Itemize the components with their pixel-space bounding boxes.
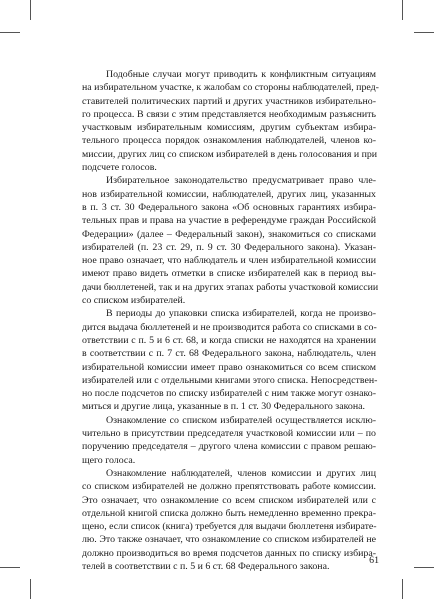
text-line: миссии, других лиц со списком избирателей в день голосования и при bbox=[82, 148, 378, 160]
text-line: Федерации» (далее – Федеральный закон), знакомиться со списками bbox=[82, 228, 376, 240]
crop-mark-bottom-left-h bbox=[0, 567, 20, 568]
crop-mark-bottom-left-v bbox=[30, 579, 31, 599]
text-line: со списком избирателей не должно препятствовать работе комиссии. bbox=[82, 481, 376, 493]
text-line: Избирательное законодательство предусматривает право чле- bbox=[106, 175, 376, 187]
crop-mark-bottom-right-v bbox=[402, 579, 403, 599]
paragraph bbox=[58, 174, 379, 307]
text-line: В периоды до упаковки списка избирателей, когда не произво- bbox=[106, 308, 376, 320]
text-line: тельных прав и права на участие в референдуме граждан Российской bbox=[82, 215, 376, 227]
crop-mark-top-right-h bbox=[414, 32, 434, 33]
text-line: должно производиться во время подсчетов данных по списку избира- bbox=[82, 547, 376, 559]
text-line: подсчете голосов. bbox=[82, 162, 157, 174]
text-line: ставителей политических партий и других участников избирательно- bbox=[82, 95, 376, 107]
paragraph bbox=[58, 68, 379, 174]
page-number: 61 bbox=[369, 555, 379, 566]
text-line: тельного процесса порядок ознакомления наблюдателей, членов ко- bbox=[82, 135, 376, 147]
text-line: телей в соответствии с п. 5 и 6 ст. 68 Федерального закона. bbox=[82, 560, 330, 572]
text-line: но после подсчетов по списку избирателей с ним также могут ознако- bbox=[82, 388, 376, 400]
text-line: го процесса. В связи с этим представляется необходимым разъяснить bbox=[82, 108, 376, 120]
paragraph bbox=[58, 414, 376, 467]
text-line: поручению председателя – другого члена комиссии с правом решаю- bbox=[82, 441, 376, 453]
text-line: избирателей или с отдельными книгами этого списка. Непосредствен- bbox=[82, 374, 378, 386]
text-line: дится выдача бюллетеней и не производится работа со списками в со- bbox=[82, 321, 377, 333]
text-line: ное право означает, что наблюдатель и член избирательной комиссии bbox=[82, 255, 376, 267]
text-line: миться и другие лица, указанные в п. 1 ст. 30 Федерального закона. bbox=[82, 401, 365, 413]
crop-mark-top-left-h bbox=[0, 32, 20, 33]
text-line: Подобные случаи могут приводить к конфликтным ситуациям bbox=[106, 69, 376, 80]
text-line: имеют право видеть отметки в списке избирателей как в период вы- bbox=[82, 268, 376, 280]
page-body bbox=[58, 68, 379, 578]
crop-mark-top-left-v bbox=[30, 0, 31, 20]
text-line: нов избирательной комиссии, наблюдателей, других лиц, указанных bbox=[82, 188, 376, 200]
crop-mark-top-right-v bbox=[402, 0, 403, 20]
text-line: в п. 3 ст. 30 Федерального закона «Об основных гарантиях избира- bbox=[82, 201, 376, 213]
text-line: щего голоса. bbox=[82, 454, 136, 466]
text-line: лю. Это также означает, что ознакомление со списком избирателей не bbox=[82, 534, 376, 546]
text-line: ответствии с п. 5 и 6 ст. 68, и когда списки не находятся на хранении bbox=[82, 334, 376, 346]
text-line: со списком избирателей. bbox=[82, 295, 186, 307]
text-line: участковым избирательным комиссиям, другим субъектам избира- bbox=[82, 122, 376, 134]
paragraph bbox=[58, 307, 376, 413]
text-line: Это означает, что ознакомление со всем списком избирателей или с bbox=[82, 494, 376, 506]
paragraph bbox=[58, 467, 376, 573]
text-line: отдельной книгой списка должно быть немедленно временно прекра- bbox=[82, 507, 376, 519]
text-line: Ознакомление со списком избирателей осуществляется исклю- bbox=[106, 414, 376, 426]
text-line: Ознакомление наблюдателей, членов комиссии и других лиц bbox=[106, 467, 376, 479]
text-line: избирательной комиссии имеет право ознакомиться со всем списком bbox=[82, 361, 376, 373]
text-line: в соответствии с п. 7 ст. 68 Федерального закона, наблюдатель, член bbox=[82, 348, 376, 360]
text-line: избирателей (п. 23 ст. 29, п. 9 ст. 30 Федерального закона). Указан- bbox=[82, 241, 376, 253]
crop-mark-bottom-right-h bbox=[414, 567, 434, 568]
text-line: чительно в присутствии председателя участковой комиссии или – по bbox=[82, 428, 376, 440]
text-line: щено, если список (книга) требуется для выдачи бюллетеня избирате- bbox=[82, 521, 377, 533]
text-line: дачи бюллетеней, так и на других этапах работы участковой комиссии bbox=[82, 281, 379, 293]
text-line: на избирательном участке, к жалобам со стороны наблюдателей, пред- bbox=[82, 82, 379, 94]
